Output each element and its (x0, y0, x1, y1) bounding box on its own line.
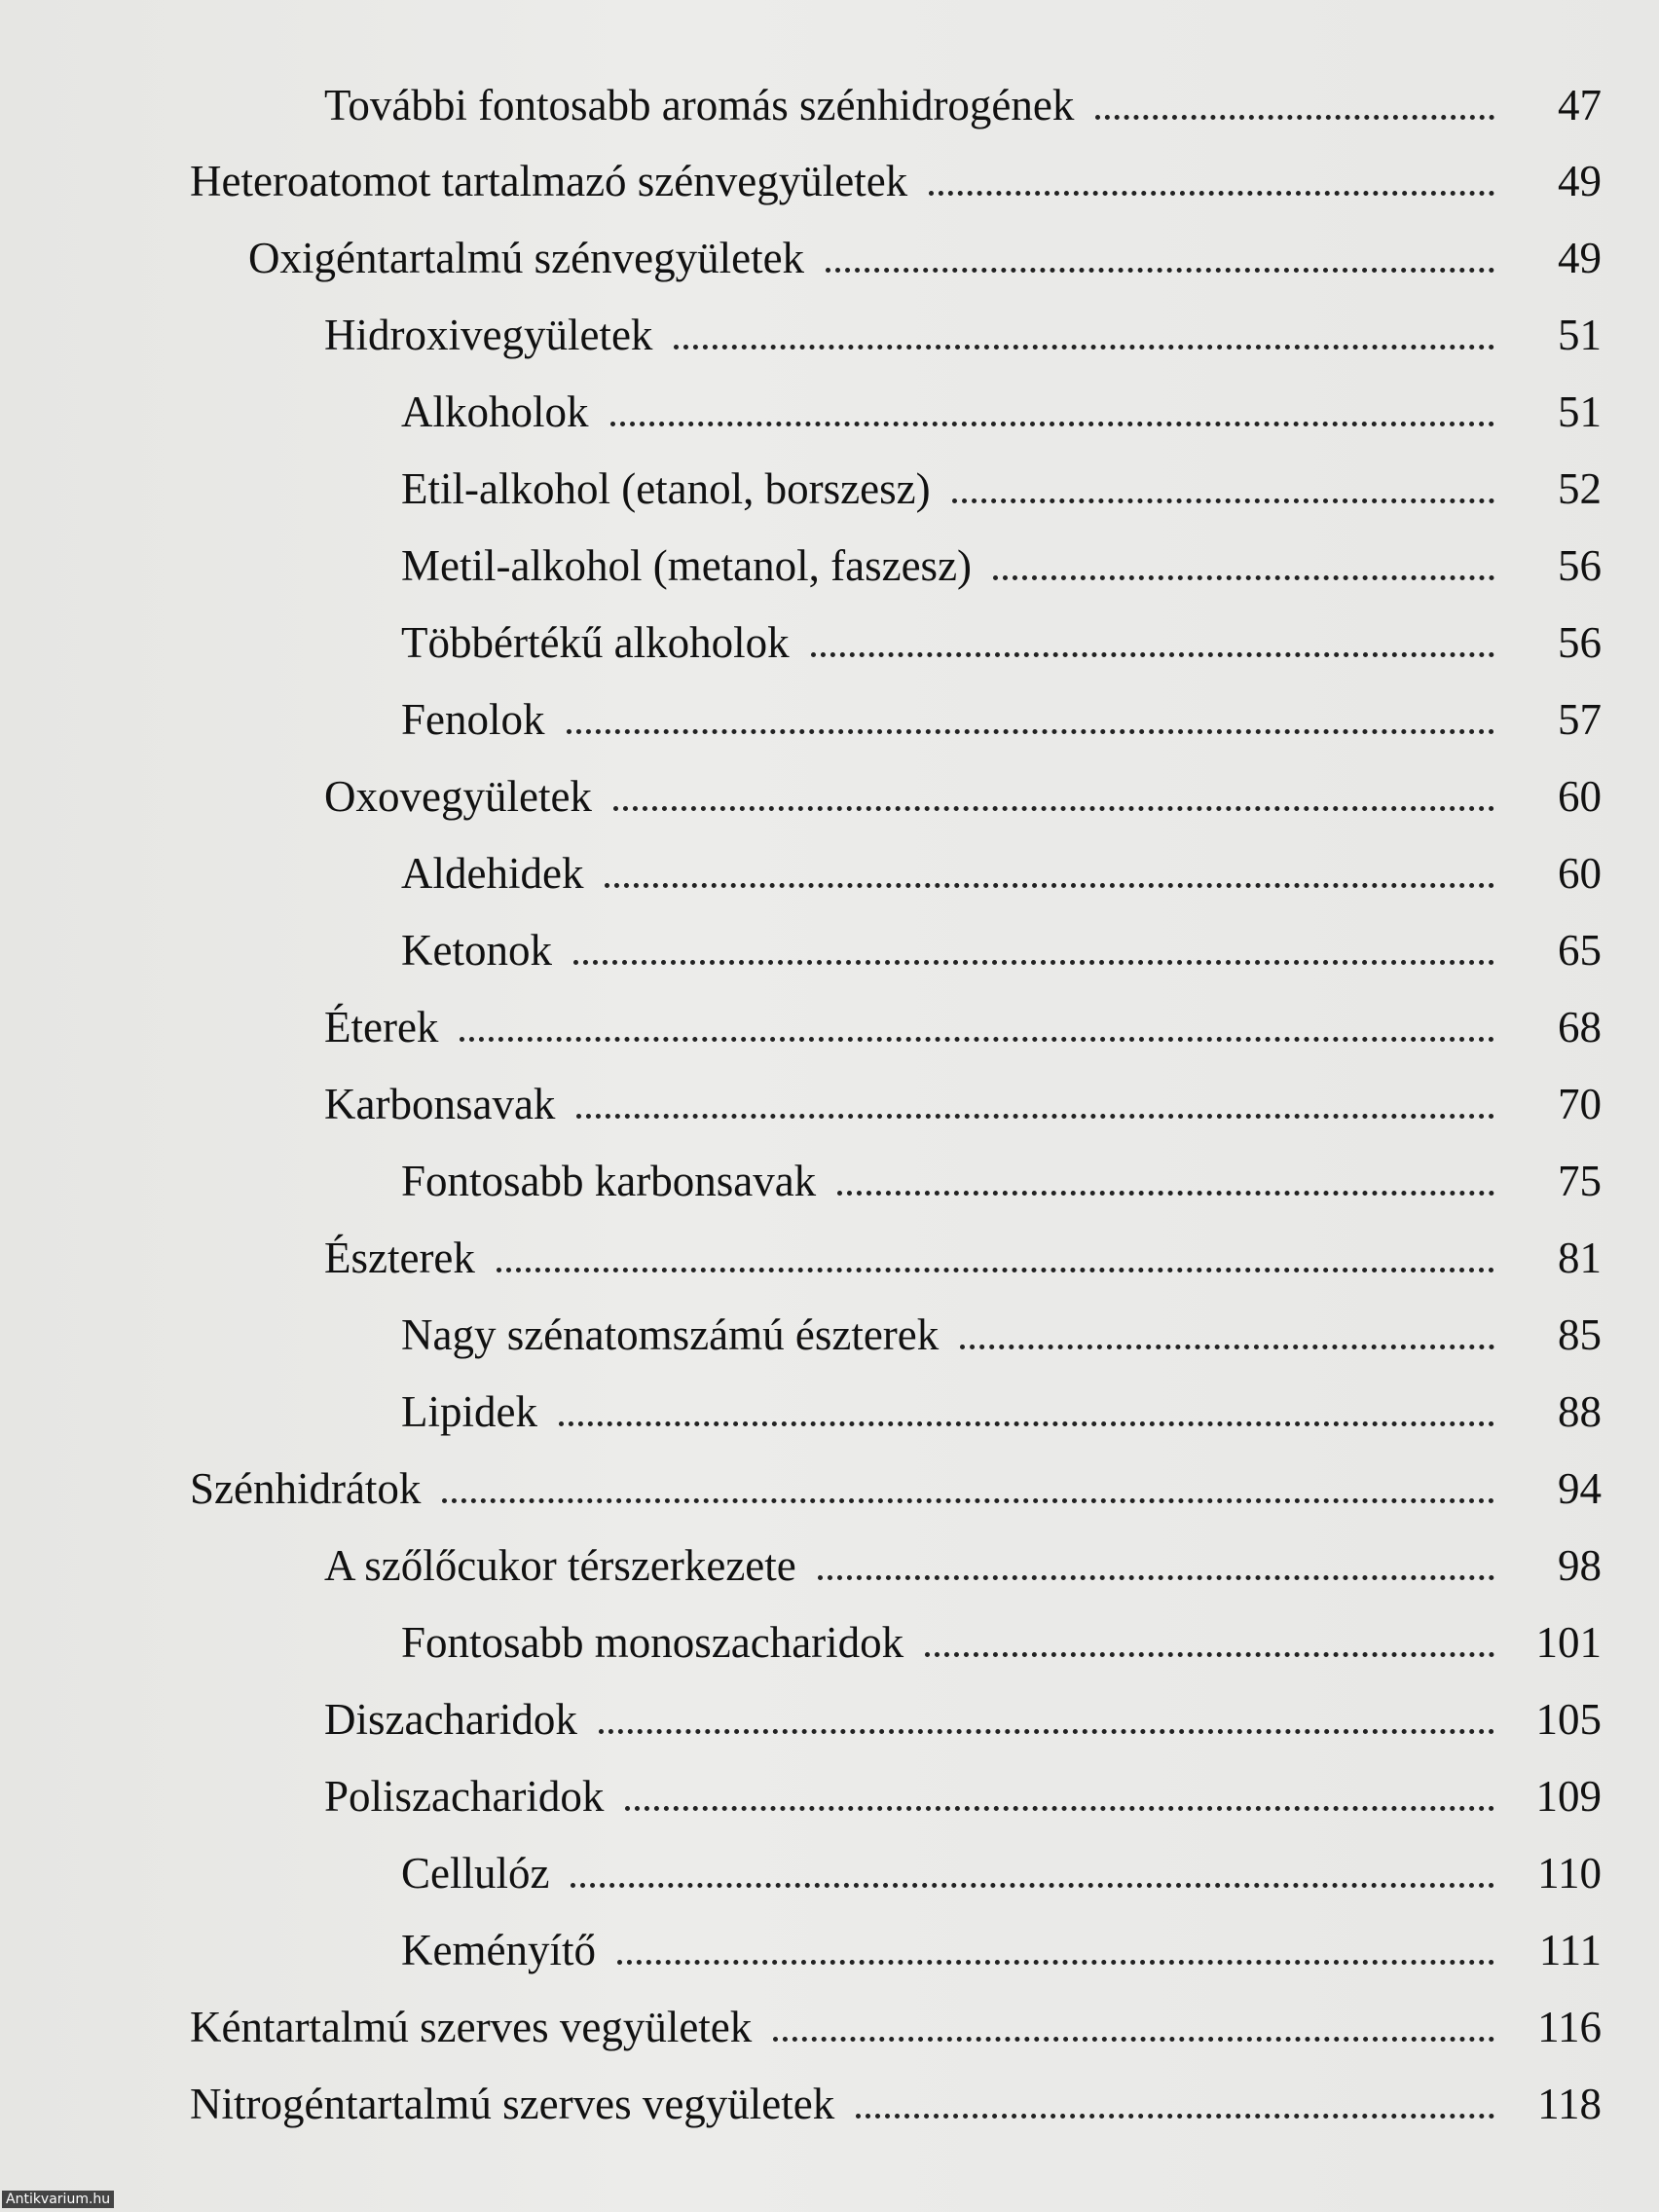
toc-entry-title: Fontosabb karbonsavak (401, 1157, 817, 1205)
toc-entry-page: 94 (1558, 1464, 1602, 1513)
toc-entry-title: Többértékű alkoholok (401, 618, 790, 667)
toc-entry-page: 88 (1558, 1387, 1602, 1436)
toc-entry-page: 52 (1558, 464, 1602, 513)
toc-entry-title: Karbonsavak (324, 1080, 556, 1128)
toc-entry (401, 538, 1602, 593)
dot-leader (773, 2037, 1494, 2042)
dot-leader (617, 1960, 1494, 1965)
toc-entry-page: 81 (1558, 1234, 1602, 1282)
toc-entry-title: Metil-alkohol (metanol, faszesz) (401, 541, 973, 590)
toc-entry (401, 692, 1602, 747)
toc-entry-title: Éterek (324, 1003, 439, 1051)
toc-entry-title: Nagy szénatomszámú észterek (401, 1310, 940, 1359)
dot-leader (599, 1729, 1494, 1734)
toc-entry-title: Oxigéntartalmú szénvegyületek (248, 234, 805, 282)
dot-leader (929, 191, 1494, 196)
toc-entry-page: 105 (1535, 1695, 1602, 1744)
dot-leader (925, 1652, 1494, 1657)
dot-leader (559, 1421, 1494, 1426)
toc-entry (324, 78, 1602, 132)
toc-entry-title: Hidroxivegyületek (324, 311, 653, 359)
dot-leader (613, 806, 1494, 811)
toc-entry-page: 49 (1558, 157, 1602, 205)
dot-leader (818, 1575, 1494, 1580)
toc-entry-page: 118 (1537, 2080, 1602, 2128)
dot-leader (571, 1883, 1494, 1888)
dot-leader (674, 345, 1494, 350)
dot-leader (625, 1806, 1494, 1811)
toc-entry (401, 1384, 1602, 1439)
dot-leader (460, 1037, 1494, 1042)
toc-entry-title: Ketonok (401, 926, 552, 975)
dot-leader (442, 1498, 1494, 1503)
toc-entry-title: Poliszacharidok (324, 1772, 605, 1821)
dot-leader (567, 729, 1494, 734)
toc-entry-page: 116 (1537, 2003, 1602, 2051)
toc-entry-page: 60 (1558, 772, 1602, 821)
toc-entry-title: Cellulóz (401, 1849, 550, 1898)
toc-entry (401, 1846, 1602, 1900)
toc-entry-title: Oxovegyületek (324, 772, 592, 821)
dot-leader (576, 1114, 1494, 1119)
watermark-label: Antikvarium.hu (2, 2191, 114, 2208)
toc-entry-title: Heteroatomot tartalmazó szénvegyületek (190, 157, 908, 205)
toc-entry-title: Diszacharidok (324, 1695, 577, 1744)
dot-leader (497, 1268, 1494, 1272)
toc-entry (248, 231, 1602, 285)
dot-leader (826, 268, 1494, 273)
toc-entry (401, 1308, 1602, 1362)
toc-entry-title: Alkoholok (401, 387, 589, 436)
toc-entry (190, 154, 1602, 208)
toc-entry (324, 1231, 1602, 1285)
toc-entry (401, 1923, 1602, 1977)
toc-entry-title: Keményítő (401, 1926, 596, 1974)
toc-entry (324, 308, 1602, 362)
toc-entry (401, 615, 1602, 670)
toc-entry-page: 98 (1558, 1541, 1602, 1590)
dot-leader (856, 2114, 1494, 2119)
toc-entry-title: Etil-alkohol (etanol, borszesz) (401, 464, 931, 513)
dot-leader (573, 960, 1494, 965)
toc-entry (324, 1692, 1602, 1747)
toc-entry-title: További fontosabb aromás szénhidrogének (324, 81, 1075, 129)
toc-entry-page: 109 (1535, 1772, 1602, 1821)
dot-leader (1095, 115, 1494, 120)
toc-entry-page: 85 (1558, 1310, 1602, 1359)
dot-leader (960, 1345, 1494, 1349)
toc-entry-page: 75 (1558, 1157, 1602, 1205)
toc-entry (401, 1154, 1602, 1208)
toc-entry-page: 68 (1558, 1003, 1602, 1051)
toc-entry (324, 1769, 1602, 1824)
dot-leader (837, 1191, 1494, 1196)
toc-entry (401, 846, 1602, 901)
toc-entry-page: 110 (1537, 1849, 1602, 1898)
toc-entry (324, 769, 1602, 824)
toc-entry (401, 385, 1602, 439)
toc-entry (324, 1000, 1602, 1054)
toc-entry-title: Aldehidek (401, 849, 584, 898)
toc-entry-page: 60 (1558, 849, 1602, 898)
toc-entry-title: Nitrogéntartalmú szerves vegyületek (190, 2080, 835, 2128)
toc-entry-title: Észterek (324, 1234, 475, 1282)
toc-entry-page: 47 (1558, 81, 1602, 129)
toc-entry (190, 1461, 1602, 1516)
toc-entry (190, 2077, 1602, 2131)
toc-entry-page: 51 (1558, 311, 1602, 359)
toc-entry-page: 111 (1538, 1926, 1602, 1974)
toc-entry-page: 65 (1558, 926, 1602, 975)
toc-entry-page: 57 (1558, 695, 1602, 744)
dot-leader (610, 422, 1494, 426)
toc-entry (401, 923, 1602, 977)
toc-entry-page: 51 (1558, 387, 1602, 436)
toc-entry-page: 56 (1558, 541, 1602, 590)
dot-leader (811, 652, 1494, 657)
toc-entry-page: 49 (1558, 234, 1602, 282)
dot-leader (605, 883, 1494, 888)
toc-entry-title: Lipidek (401, 1387, 537, 1436)
dot-leader (952, 498, 1494, 503)
toc-entry (324, 1077, 1602, 1131)
toc-entry-page: 101 (1535, 1618, 1602, 1667)
toc-entry-page: 56 (1558, 618, 1602, 667)
toc-entry-title: Fenolok (401, 695, 545, 744)
toc-entry-title: Fontosabb monoszacharidok (401, 1618, 904, 1667)
toc-entry (190, 2000, 1602, 2054)
dot-leader (993, 575, 1494, 580)
toc-entry-title: A szőlőcukor térszerkezete (324, 1541, 796, 1590)
toc-entry-page: 70 (1558, 1080, 1602, 1128)
toc-entry (401, 1615, 1602, 1670)
toc-entry-title: Kéntartalmú szerves vegyületek (190, 2003, 753, 2051)
toc-entry (324, 1538, 1602, 1593)
toc-entry (401, 461, 1602, 516)
toc-entry-title: Szénhidrátok (190, 1464, 422, 1513)
